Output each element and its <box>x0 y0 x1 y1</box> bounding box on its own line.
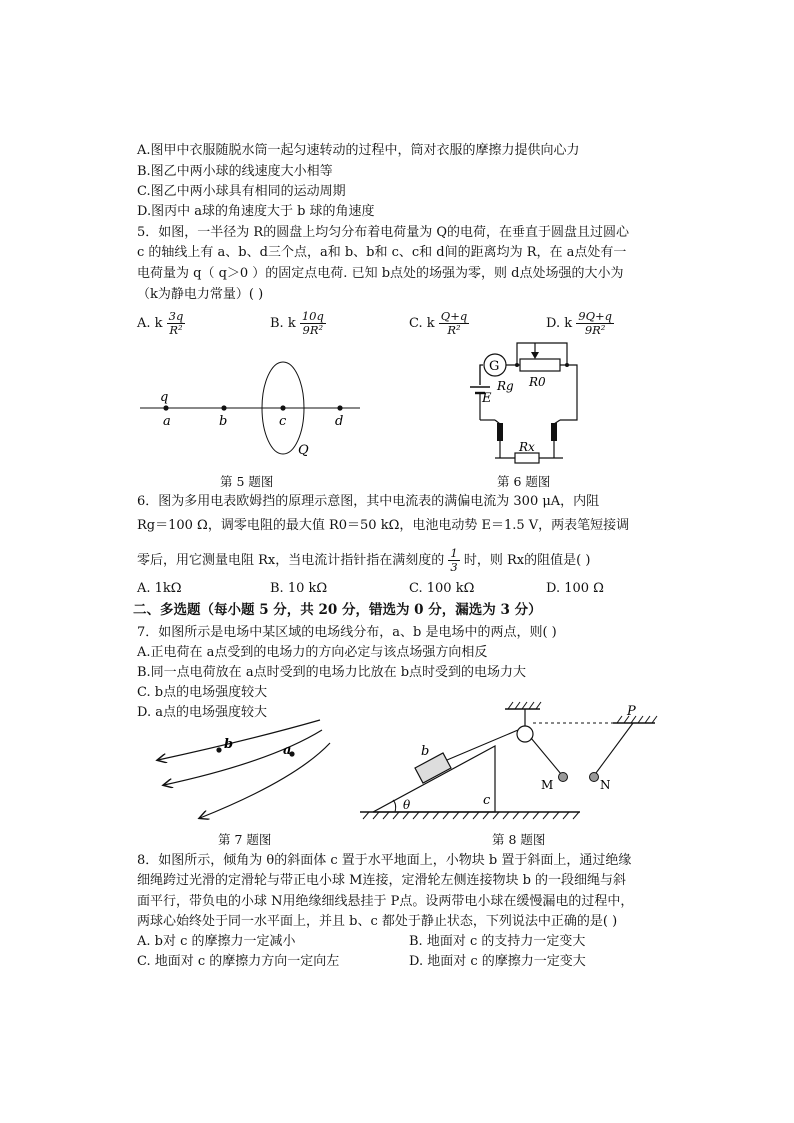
q7-option-c: C. b点的电场强度较大 <box>137 685 268 700</box>
probe-right <box>551 423 557 441</box>
q6-option-a: A. 1kΩ <box>137 581 182 596</box>
q8-stem-line1: 8．如图所示，倾角为 θ的斜面体 c 置于水平地面上，小物块 b 置于斜面上，通过绝缘 <box>137 853 632 868</box>
q8-option-a: A. b对 c 的摩擦力一定减小 <box>137 934 296 949</box>
q6-figure <box>455 340 595 470</box>
label-d: d <box>335 414 344 429</box>
q6-option-b: B. 10 kΩ <box>270 581 328 596</box>
q5-stem-line2: c 的轴线上有 a、b、d三个点，a和 b、b和 c、c和 d间的距离均为 R，在 a点处有一 <box>137 245 627 260</box>
label-c: c <box>483 793 491 808</box>
point-b <box>216 747 221 752</box>
label-theta: θ <box>403 798 411 812</box>
q6-caption: 第 6 题图 <box>497 474 551 489</box>
q6-option-d: D. 100 Ω <box>546 581 604 596</box>
q5-option-b: B. k $\frac{10q}{\text{9R²}}$ <box>270 309 324 337</box>
label-P: P <box>627 704 636 719</box>
label-c: c <box>279 414 287 429</box>
pulley-icon <box>517 726 533 742</box>
label-G: G <box>489 359 500 374</box>
q5-option-c: C. k $\frac{Q+q}{\text{R²}}$ <box>409 309 468 337</box>
q4-option-d: D.图丙中 a球的角速度大于 b 球的角速度 <box>137 204 375 219</box>
q8-option-b: B. 地面对 c 的支持力一定变大 <box>409 934 586 949</box>
q6-stem-line3: 零后，用它测量电阻 Rx，当电流计指针指在满刻度的 $\frac{1}{3}$ 时，则 Rx的阻值是( ) <box>137 546 591 574</box>
q5-stem-line1: 5．如图，一半径为 R的圆盘上均匀分布着电荷量为 Q的电荷，在垂直于圆盘且过圆心 <box>137 225 629 240</box>
ball-M <box>559 773 568 782</box>
point-a <box>163 405 168 410</box>
q7-stem: 7．如图所示是电场中某区域的电场线分布，a、b 是电场中的两点，则( ) <box>137 625 557 640</box>
point-c <box>280 405 285 410</box>
q5-stem-line4: （k为静电力常量）( ) <box>137 287 264 302</box>
label-Rg: Rg <box>497 379 514 393</box>
label-N: N <box>600 778 611 792</box>
q6-stem-line2: Rg＝100 Ω，调零电阻的最大值 R0＝50 kΩ，电池电动势 E＝1.5 V，两表笔短接调 <box>137 518 630 533</box>
q7-caption: 第 7 题图 <box>218 832 272 847</box>
q5-caption: 第 5 题图 <box>220 474 274 489</box>
section-heading: 二、多选题（每小题 5 分，共 20 分，错选为 0 分，漏选为 3 分） <box>133 602 542 618</box>
q7-option-d: D. a点的电场强度较大 <box>137 705 267 720</box>
q7-option-b: B.同一点电荷放在 a点时受到的电场力比放在 b点时受到的电场力大 <box>137 665 527 680</box>
label-b: b <box>421 744 430 759</box>
probe-left <box>497 423 503 441</box>
q5-option-a: A. k $\frac{3q}{\text{R²}}$ <box>137 309 184 337</box>
point-b <box>221 405 226 410</box>
q7-figure <box>150 718 340 823</box>
label-E: E <box>482 391 492 406</box>
label-R0: R0 <box>529 375 546 389</box>
q8-option-c: C. 地面对 c 的摩擦力方向一定向左 <box>137 954 340 969</box>
ball-N <box>590 773 599 782</box>
q5-stem-line3: 电荷量为 q（ q＞0 ）的固定点电荷. 已知 b点处的场强为零，则 d点处场强的大小为 <box>137 266 624 281</box>
label-Rx: Rx <box>519 440 535 454</box>
r0-resistor <box>520 359 560 371</box>
q8-figure <box>355 698 665 828</box>
label-a: a <box>163 414 171 429</box>
q8-stem-line4: 两球心始终处于同一水平面上，并且 b、c 都处于静止状态，下列说法中正确的是( ) <box>137 914 618 929</box>
q7-option-a: A.正电荷在 a点受到的电场力的方向必定与该点场强方向相反 <box>137 645 488 660</box>
q5-figure <box>135 355 375 465</box>
q8-stem-line3: 面平行，带负电的小球 N用绝缘细线悬挂于 P点。设两带电小球在缓慢漏电的过程中， <box>137 894 634 909</box>
label-M: M <box>541 778 554 792</box>
label-b: b <box>224 737 234 752</box>
q6-stem-line1: 6．图为多用电表欧姆挡的原理示意图，其中电流表的满偏电流为 300 μA，内阻 <box>137 494 600 509</box>
label-b: b <box>219 414 228 429</box>
label-a: a <box>283 743 292 758</box>
q4-option-b: B.图乙中两小球的线速度大小相等 <box>137 164 333 179</box>
q5-option-d: D. k $\frac{9Q+q}{\text{9R²}}$ <box>546 309 612 337</box>
label-Q: Q <box>298 443 309 458</box>
point-d <box>337 405 342 410</box>
q4-option-a: A.图甲中衣服随脱水筒一起匀速转动的过程中，筒对衣服的摩擦力提供向心力 <box>137 143 580 158</box>
rx-resistor <box>515 453 539 463</box>
q8-caption: 第 8 题图 <box>492 832 546 847</box>
q4-option-c: C.图乙中两小球具有相同的运动周期 <box>137 184 346 199</box>
q8-option-d: D. 地面对 c 的摩擦力一定变大 <box>409 954 586 969</box>
q8-stem-line2: 细绳跨过光滑的定滑轮与带正电小球 M连接，定滑轮左侧连接物块 b 的一段细绳与斜 <box>137 873 627 888</box>
label-q: q <box>160 390 169 405</box>
q6-option-c: C. 100 kΩ <box>409 581 475 596</box>
